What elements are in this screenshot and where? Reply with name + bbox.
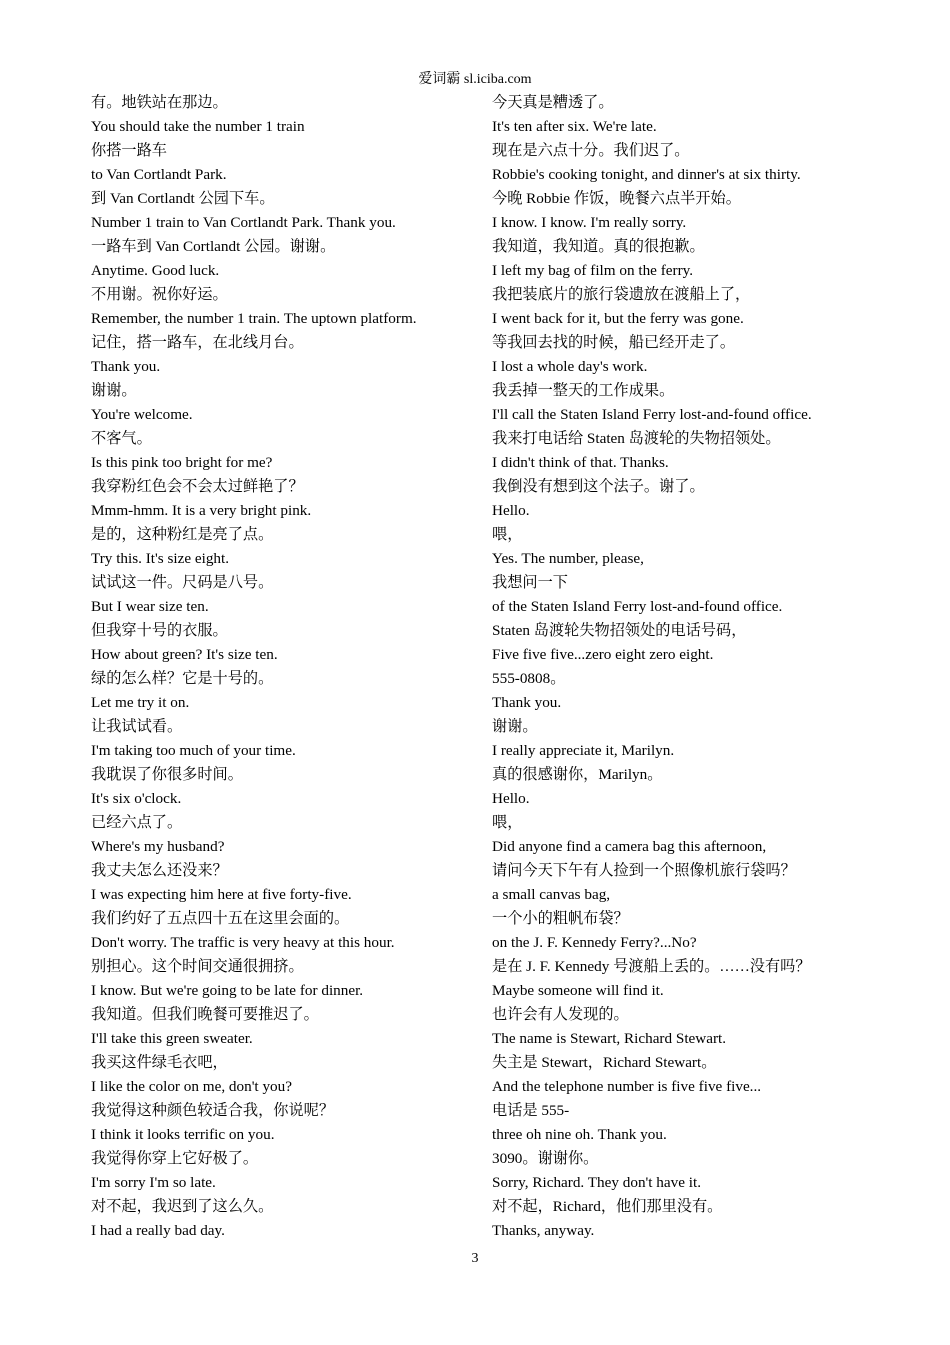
text-line: I know. But we're going to be late for dinner. [91, 982, 364, 999]
text-line: 我丈夫怎么还没来？ [91, 862, 228, 879]
text-line: But I wear size ten. [91, 598, 209, 615]
text-line: I know. I know. I'm really sorry. [492, 214, 687, 231]
text-line: to Van Cortlandt Park. [91, 166, 227, 183]
text-line: 是在 J. F. Kennedy 号渡船上丢的。……没有吗？ [492, 958, 811, 975]
text-line: 我来打电话给 Staten 岛渡轮的失物招领处。 [492, 430, 781, 447]
text-line: Maybe someone will find it. [492, 982, 664, 999]
text-line: I'm taking too much of your time. [91, 742, 296, 759]
text-line: 喂， [492, 526, 523, 543]
text-line: 一个小的粗帆布袋？ [492, 910, 629, 927]
text-line: 一路车到 Van Cortlandt 公园。谢谢。 [91, 238, 336, 255]
text-line: 我穿粉红色会不会太过鲜艳了？ [91, 478, 304, 495]
text-line: The name is Stewart, Richard Stewart. [492, 1030, 727, 1047]
text-line: of the Staten Island Ferry lost-and-found office. [492, 598, 783, 615]
text-line: I'll call the Staten Island Ferry lost-and-found office. [492, 406, 812, 423]
text-line: Five five five...zero eight zero eight. [492, 646, 714, 663]
text-line: 你搭一路车 [91, 142, 167, 159]
text-line: 我们约好了五点四十五在这里会面的。 [91, 910, 350, 927]
text-line: Mmm-hmm. It is a very bright pink. [91, 502, 312, 519]
text-line: 我想问一下 [492, 574, 568, 591]
text-line: Number 1 train to Van Cortlandt Park. Thank you. [91, 214, 396, 231]
text-line: 试试这一件。尺码是八号。 [91, 574, 274, 591]
text-line: Thanks, anyway. [492, 1222, 595, 1239]
text-line: You should take the number 1 train [91, 118, 305, 135]
text-line: Try this. It's size eight. [91, 550, 230, 567]
text-line: on the J. F. Kennedy Ferry?...No? [492, 934, 697, 951]
text-line: 不客气。 [91, 430, 152, 447]
text-line: Thank you. [91, 358, 161, 375]
text-line: I'll take this green sweater. [91, 1030, 253, 1047]
text-line: You're welcome. [91, 406, 193, 423]
text-line: I went back for it, but the ferry was gone. [492, 310, 744, 327]
text-line: I didn't think of that. Thanks. [492, 454, 669, 471]
text-line: 别担心。这个时间交通很拥挤。 [91, 958, 304, 975]
text-line: 我把装底片的旅行袋遗放在渡船上了， [492, 286, 751, 303]
text-line: 请问今天下午有人捡到一个照像机旅行袋吗？ [492, 862, 796, 879]
text-line: 我知道。但我们晚餐可要推迟了。 [91, 1006, 319, 1023]
text-line: And the telephone number is five five five... [492, 1078, 762, 1095]
text-line: I like the color on me, don't you? [91, 1078, 292, 1095]
text-line: I was expecting him here at five forty-five. [91, 886, 352, 903]
text-line: 喂， [492, 814, 523, 831]
text-line: Robbie's cooking tonight, and dinner's at six thirty. [492, 166, 801, 183]
text-line: 我丢掉一整天的工作成果。 [492, 382, 675, 399]
text-line: 有。地铁站在那边。 [91, 94, 228, 111]
text-line: three oh nine oh. Thank you. [492, 1126, 667, 1143]
page-header: 爱词霸 sl.iciba.com [418, 72, 532, 87]
text-line: Sorry, Richard. They don't have it. [492, 1174, 701, 1191]
text-line: 我觉得你穿上它好极了。 [91, 1150, 259, 1167]
text-line: 今晚 Robbie 作饭，晚餐六点半开始。 [492, 190, 741, 207]
text-line: 555-0808。 [492, 670, 566, 687]
text-line: 但我穿十号的衣服。 [91, 622, 228, 639]
text-line: I'm sorry I'm so late. [91, 1174, 216, 1191]
text-line: 记住，搭一路车，在北线月台。 [91, 334, 304, 351]
text-line: It's ten after six. We're late. [492, 118, 657, 135]
text-line: Remember, the number 1 train. The uptown platform. [91, 310, 417, 327]
text-line: I left my bag of film on the ferry. [492, 262, 694, 279]
text-line: 我耽误了你很多时间。 [91, 766, 243, 783]
text-line: 我觉得这种颜色较适合我，你说呢？ [91, 1102, 334, 1119]
text-line: 对不起，我迟到了这么久。 [91, 1198, 274, 1215]
text-line: 也许会有人发现的。 [492, 1006, 629, 1023]
text-line: 已经六点了。 [91, 814, 183, 831]
text-line: 电话是 555- [492, 1102, 570, 1119]
text-line: 谢谢。 [492, 718, 538, 735]
text-line: 我买这件绿毛衣吧， [91, 1054, 228, 1071]
text-line: 到 Van Cortlandt 公园下车。 [91, 190, 275, 207]
text-line: It's six o'clock. [91, 790, 182, 807]
text-line: 3090。谢谢你。 [492, 1150, 599, 1167]
text-line: a small canvas bag, [492, 886, 611, 903]
text-line: Don't worry. The traffic is very heavy at this hour. [91, 934, 395, 951]
text-line: I think it looks terrific on you. [91, 1126, 275, 1143]
text-line: Let me try it on. [91, 694, 190, 711]
text-line: 我知道，我知道。真的很抱歉。 [492, 238, 705, 255]
text-line: 等我回去找的时候，船已经开走了。 [492, 334, 735, 351]
text-line: Staten 岛渡轮失物招领处的电话号码， [492, 622, 747, 639]
text-line: 不用谢。祝你好运。 [91, 286, 228, 303]
text-line: Anytime. Good luck. [91, 262, 220, 279]
text-line: Yes. The number, please, [492, 550, 644, 567]
text-line: Thank you. [492, 694, 562, 711]
text-line: Where's my husband? [91, 838, 225, 855]
text-line: 是的，这种粉红是亮了点。 [91, 526, 274, 543]
text-line: Hello. [492, 502, 530, 519]
text-line: 绿的怎么样？它是十号的。 [91, 670, 274, 687]
text-line: Hello. [492, 790, 530, 807]
text-line: 真的很感谢你，Marilyn。 [492, 766, 663, 783]
text-line: I had a really bad day. [91, 1222, 225, 1239]
text-line: 我倒没有想到这个法子。谢了。 [492, 478, 705, 495]
text-line: 现在是六点十分。我们迟了。 [492, 142, 690, 159]
text-line: 让我试试看。 [91, 718, 183, 735]
text-line: Is this pink too bright for me? [91, 454, 273, 471]
text-line: How about green? It's size ten. [91, 646, 278, 663]
text-line: 失主是 Stewart，Richard Stewart。 [492, 1054, 717, 1071]
text-line: I lost a whole day's work. [492, 358, 648, 375]
text-line: 今天真是糟透了。 [492, 94, 614, 111]
page-number: 3 [471, 1251, 479, 1266]
text-line: Did anyone find a camera bag this afternoon, [492, 838, 767, 855]
text-line: 谢谢。 [91, 382, 137, 399]
right-column [492, 91, 912, 1243]
left-column [91, 91, 501, 1243]
text-line: 对不起，Richard，他们那里没有。 [492, 1198, 723, 1215]
text-line: I really appreciate it, Marilyn. [492, 742, 675, 759]
